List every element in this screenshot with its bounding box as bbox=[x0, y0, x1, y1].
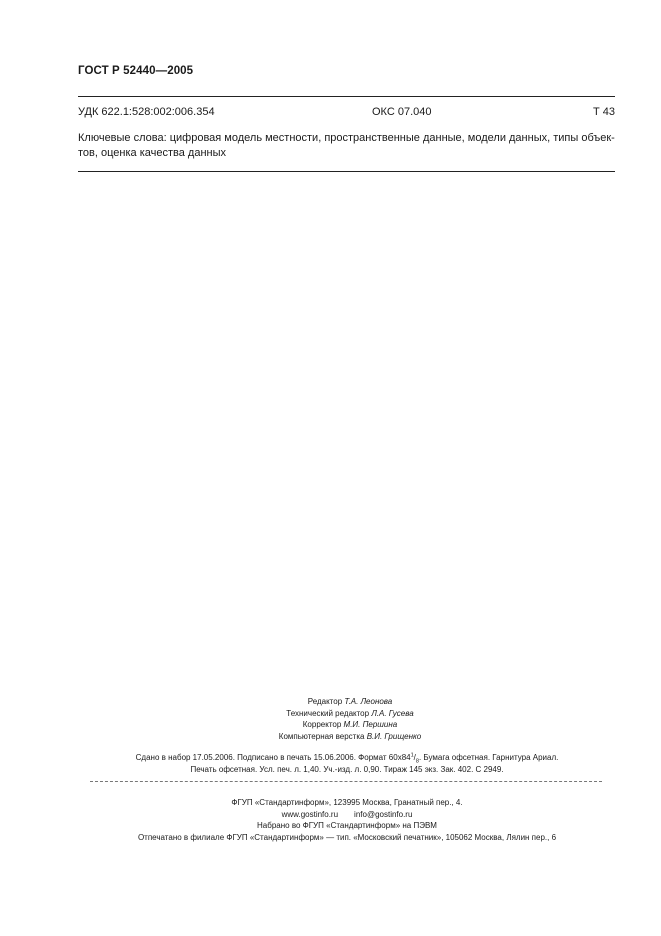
email-link: info@gostinfo.ru bbox=[354, 809, 413, 819]
credit-role: Редактор bbox=[307, 697, 343, 706]
document-code: ГОСТ Р 52440—2005 bbox=[78, 65, 194, 77]
credits-block bbox=[200, 696, 500, 742]
t-code: Т 43 bbox=[592, 106, 615, 118]
format-slash: / bbox=[413, 753, 416, 762]
publisher-address: ФГУП «Стандартинформ», 123995 Москва, Гранатный пер., 4. bbox=[231, 798, 463, 807]
format-superscript: 1 bbox=[410, 752, 414, 759]
printed-info: Отпечатано в филиале ФГУП «Стандартинформ» — тип. «Московский печатник», 105062 Москва, Лялин пер., 6 bbox=[137, 832, 557, 842]
credit-layout bbox=[200, 731, 500, 743]
publisher-block bbox=[80, 797, 614, 843]
credit-name: В.И. Грищенко bbox=[366, 731, 422, 741]
credit-proofreader bbox=[200, 719, 500, 731]
top-divider bbox=[78, 96, 615, 97]
print-info-line: Печать офсетная. Усл. печ. л. 1,40. Уч.-изд. л. 0,90. Тираж 145 экз. Зак. 402. С 2949. bbox=[190, 764, 504, 774]
credit-role: Корректор bbox=[302, 720, 342, 729]
credit-role: Технический редактор bbox=[286, 708, 370, 718]
credit-role: Компьютерная верстка bbox=[278, 731, 365, 741]
keywords-block bbox=[78, 131, 618, 161]
udk-code: УДК 622.1:528:002:006.354 bbox=[78, 106, 215, 118]
keywords-divider bbox=[78, 171, 615, 172]
typeset-info: Набрано во ФГУП «Стандартинформ» на ПЭВМ bbox=[257, 821, 437, 830]
print-info-block bbox=[80, 752, 614, 775]
format-subscript: 8 bbox=[415, 758, 419, 765]
classification-row bbox=[78, 106, 615, 122]
oks-code: ОКС 07.040 bbox=[372, 106, 432, 118]
credit-name: Т.А. Леонова bbox=[344, 697, 393, 706]
keywords-line: Ключевые слова: цифровая модель местности, пространственные данные, модели данных, типы объек- bbox=[78, 132, 615, 144]
print-info-text: . Бумага офсетная. Гарнитура Ариал. bbox=[418, 753, 559, 762]
credit-name: Л.А. Гусева bbox=[371, 708, 414, 718]
website-link: www.gostinfo.ru bbox=[281, 809, 339, 819]
dashed-divider bbox=[90, 781, 602, 782]
publisher-contacts bbox=[80, 809, 614, 821]
credit-name: М.И. Першина bbox=[343, 720, 398, 729]
keywords-line: тов, оценка качества данных bbox=[78, 147, 227, 159]
print-info-text: Сдано в набор 17.05.2006. Подписано в печать 15.06.2006. Формат 60х84 bbox=[135, 753, 411, 762]
credit-technical-editor bbox=[200, 708, 500, 720]
credit-editor bbox=[200, 696, 500, 708]
print-info-line bbox=[80, 752, 614, 764]
